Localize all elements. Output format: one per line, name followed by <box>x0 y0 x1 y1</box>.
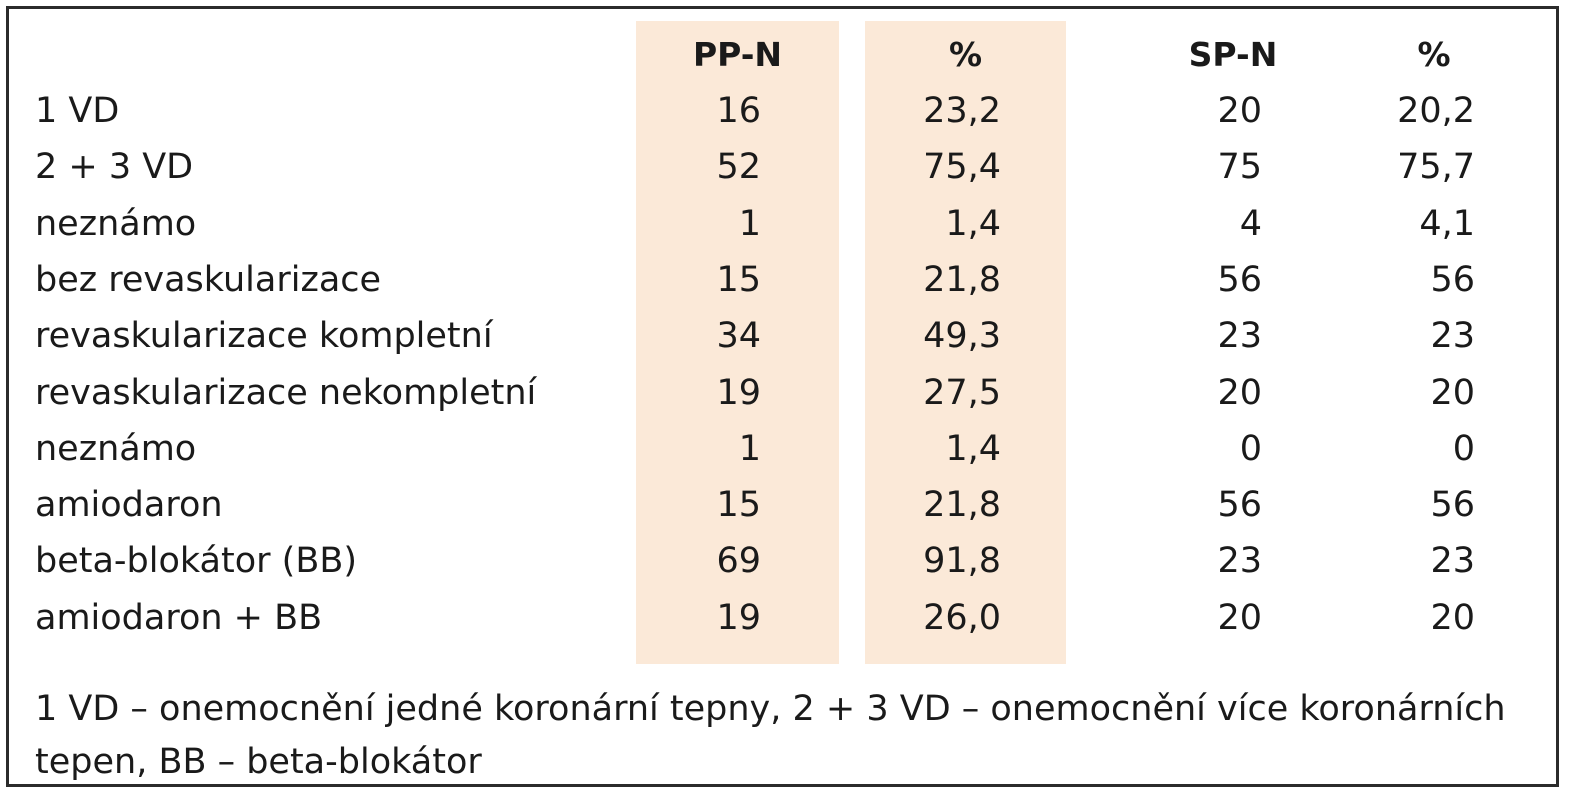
row-label: neznámo <box>35 203 197 244</box>
cell-pp-n: 19 <box>716 597 761 638</box>
cell-pp-n: 52 <box>716 147 761 188</box>
cell-pp-percent: 23,2 <box>923 91 1001 131</box>
row-label: beta-blokátor (BB) <box>35 541 357 582</box>
table-header-row <box>9 27 1556 83</box>
cell-sp-percent: 56 <box>1430 259 1475 300</box>
cell-sp-n: 23 <box>1217 541 1262 582</box>
cell-pp-percent: 75,4 <box>923 147 1001 188</box>
cell-pp-n: 34 <box>716 316 761 357</box>
cell-sp-percent: 0 <box>1452 428 1475 469</box>
cell-sp-n: 56 <box>1217 485 1262 526</box>
cell-pp-n: 16 <box>716 91 761 131</box>
cell-pp-percent: 49,3 <box>923 316 1001 357</box>
cell-pp-n: 15 <box>716 259 761 300</box>
cell-sp-percent: 20 <box>1430 372 1475 413</box>
table-row <box>9 308 1556 364</box>
table-row <box>9 477 1556 533</box>
table-frame <box>6 6 1559 787</box>
row-label: 1 VD <box>35 91 120 131</box>
cell-pp-percent: 21,8 <box>923 259 1001 300</box>
cell-sp-n: 20 <box>1217 597 1262 638</box>
row-label: 2 + 3 VD <box>35 147 194 188</box>
table-row <box>9 533 1556 589</box>
cell-sp-percent: 23 <box>1430 541 1475 582</box>
cell-sp-percent: 75,7 <box>1397 147 1475 188</box>
cell-pp-percent: 26,0 <box>923 597 1001 638</box>
cell-pp-n: 1 <box>738 203 761 244</box>
cell-pp-n: 19 <box>716 372 761 413</box>
table-footnote: 1 VD – onemocnění jedné koronární tepny, 2 + 3 VD – onemocnění více koronárních tepen, BB – beta-blokátor <box>35 689 1506 782</box>
cell-sp-n: 75 <box>1217 147 1262 188</box>
table-row <box>9 196 1556 252</box>
cell-pp-percent: 1,4 <box>945 203 1001 244</box>
cell-sp-percent: 4,1 <box>1419 203 1475 244</box>
header-pp-percent: % <box>948 35 983 74</box>
cell-pp-percent: 27,5 <box>923 372 1001 413</box>
row-label: neznámo <box>35 428 197 469</box>
cell-sp-percent: 20 <box>1430 597 1475 638</box>
row-label: bez revaskularizace <box>35 259 382 300</box>
cell-sp-percent: 20,2 <box>1397 91 1475 131</box>
header-pp-n: PP-N <box>692 35 783 74</box>
cell-pp-percent: 1,4 <box>945 428 1001 469</box>
row-label: amiodaron + BB <box>35 597 323 638</box>
cell-sp-n: 23 <box>1217 316 1262 357</box>
cell-pp-percent: 91,8 <box>923 541 1001 582</box>
cell-pp-n: 1 <box>738 428 761 469</box>
cell-sp-n: 4 <box>1239 203 1262 244</box>
cell-sp-percent: 23 <box>1430 316 1475 357</box>
cell-pp-percent: 21,8 <box>923 485 1001 526</box>
table-row <box>9 139 1556 195</box>
table-row <box>9 590 1556 646</box>
cell-sp-n: 20 <box>1217 372 1262 413</box>
table-row <box>9 365 1556 421</box>
header-sp-n: SP-N <box>1188 35 1278 74</box>
table-row <box>9 83 1556 139</box>
cell-pp-n: 15 <box>716 485 761 526</box>
cell-sp-percent: 56 <box>1430 485 1475 526</box>
cell-sp-n: 0 <box>1239 428 1262 469</box>
row-label: revaskularizace nekompletní <box>35 372 537 413</box>
table-row <box>9 252 1556 308</box>
cell-sp-n: 20 <box>1217 91 1262 131</box>
cell-sp-n: 56 <box>1217 259 1262 300</box>
header-sp-percent: % <box>1417 35 1451 74</box>
table-row <box>9 421 1556 477</box>
row-label: revaskularizace kompletní <box>35 316 493 357</box>
cell-pp-n: 69 <box>716 541 761 582</box>
row-label: amiodaron <box>35 485 223 526</box>
